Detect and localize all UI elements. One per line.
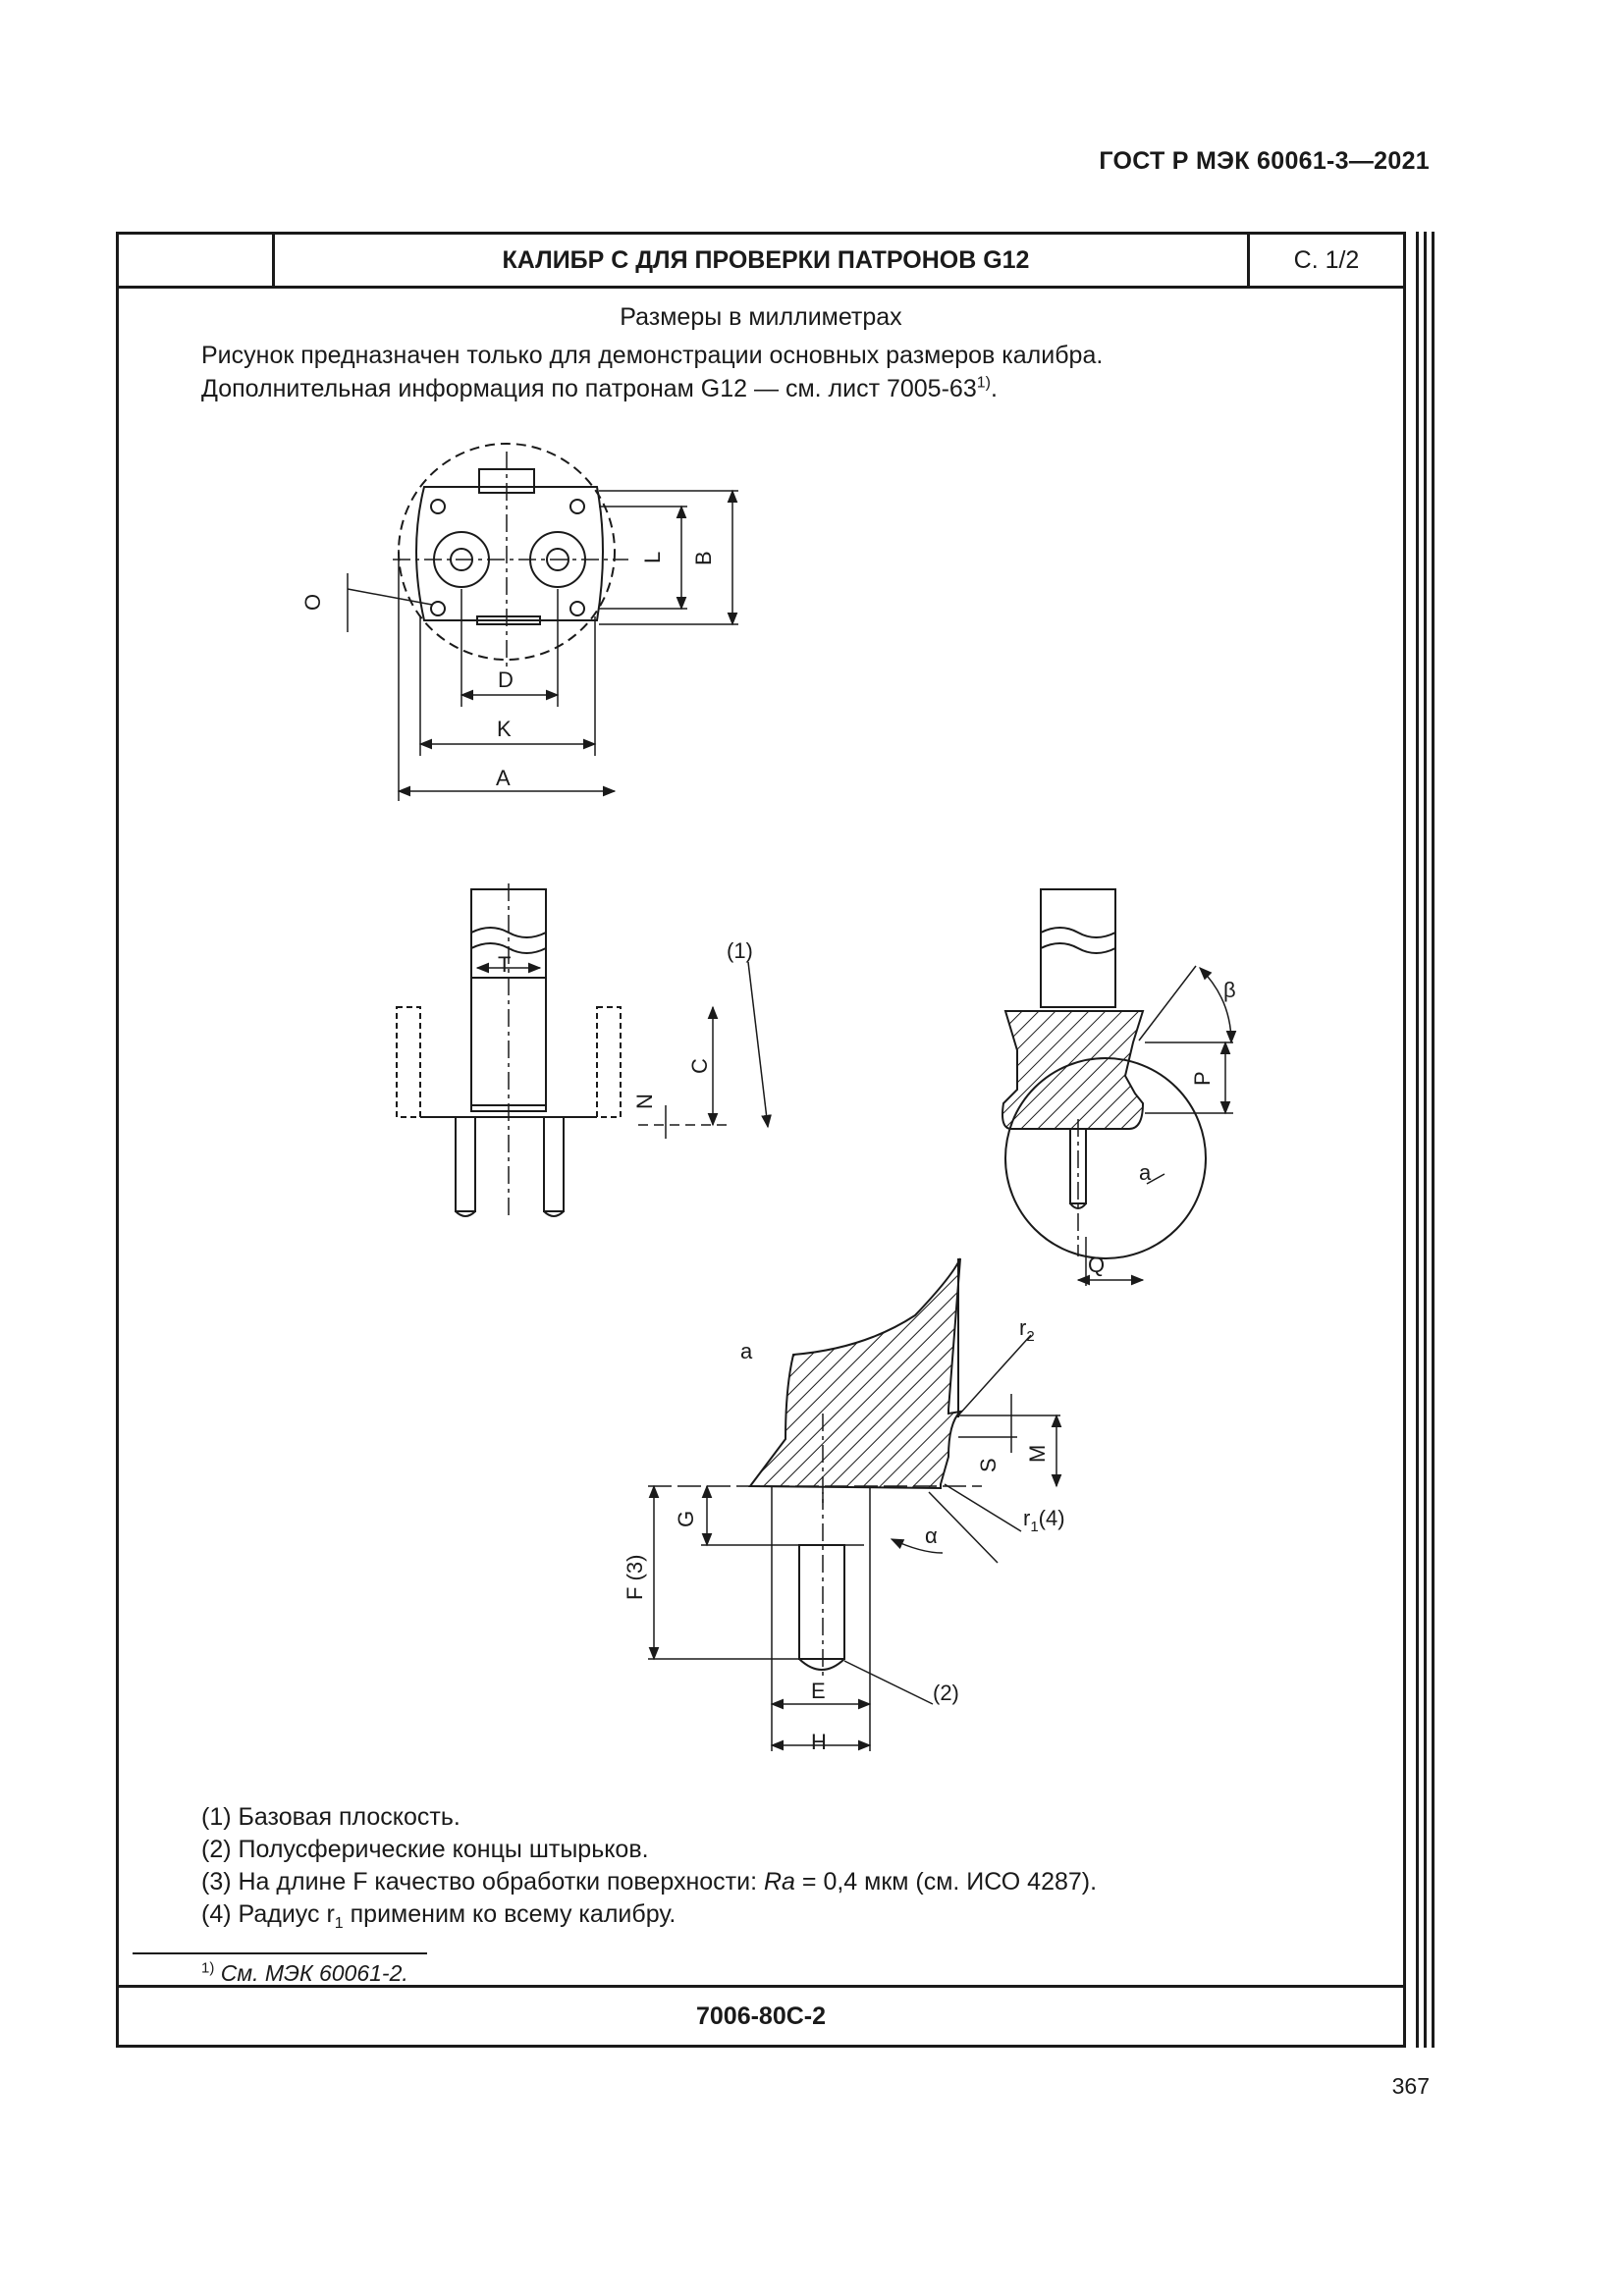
profile-hatched-body [1002, 1011, 1143, 1129]
label-L: L [640, 551, 665, 563]
label-D: D [498, 667, 514, 692]
label-beta: β [1223, 978, 1236, 1002]
label-F: F (3) [623, 1554, 647, 1600]
label-Q: Q [1088, 1253, 1106, 1277]
sheet-title: КАЛИБР С ДЛЯ ПРОВЕРКИ ПАТРОНОВ G12 [502, 246, 1030, 274]
note-1: (1) Базовая плоскость. [201, 1803, 460, 1831]
screw-hole [431, 500, 445, 513]
drawing-code: 7006-80C-2 [119, 1985, 1403, 2045]
intro-line-2: Дополнительная информация по патронам G12 — см. лист 7005-63$^{1)}$. [201, 374, 998, 402]
footnote: $^{1)}$ См. МЭК 60061-2. [201, 1959, 408, 1986]
top-view [348, 444, 738, 801]
label-K: K [497, 717, 512, 741]
side-view [397, 883, 768, 1217]
label-B: B [691, 551, 716, 565]
label-r1: $r_1(4)$ [1023, 1506, 1065, 1535]
profile-view [1002, 889, 1233, 1286]
page-number: 367 [1391, 2073, 1430, 2099]
units-note: Размеры в миллиметрах [620, 303, 902, 331]
detail-view [648, 1258, 1060, 1751]
label-G: G [674, 1510, 698, 1527]
label-base-plane: (1) [727, 938, 753, 963]
label-T: T [498, 952, 512, 977]
label-P: P [1190, 1071, 1215, 1086]
note-3: (3) На длине F качество обработки поверхности: Ra = 0,4 мкм (см. ИСО 4287). [201, 1868, 1098, 1896]
label-E: E [811, 1679, 826, 1703]
note-4: (4) Радиус $r_1$ применим ко всему калибру. [201, 1900, 677, 1932]
label-hemispherical-ends: (2) [933, 1681, 959, 1705]
label-M: M [1025, 1444, 1050, 1463]
detail-pin [799, 1545, 844, 1659]
sheet-number: С. 1/2 [1247, 235, 1403, 286]
footnote-ref: 1) [976, 374, 991, 392]
label-N: N [632, 1094, 657, 1109]
label-alpha: α [925, 1523, 938, 1548]
label-O: O [300, 593, 325, 611]
label-A: A [496, 766, 511, 790]
standard-number: ГОСТ Р МЭК 60061-3—2021 [1099, 147, 1430, 175]
label-a-profile: a [1139, 1160, 1152, 1185]
label-r2: $r_2$ [1019, 1315, 1035, 1345]
detail-hatched-body [750, 1258, 960, 1488]
intro-line-1: Рисунок предназначен только для демонстрации основных размеров калибра. [201, 342, 1104, 369]
label-a-detail: a [740, 1339, 753, 1363]
note-2: (2) Полусферические концы штырьков. [201, 1836, 649, 1863]
label-C: C [687, 1058, 712, 1074]
label-S: S [976, 1458, 1001, 1472]
label-H: H [811, 1730, 827, 1754]
